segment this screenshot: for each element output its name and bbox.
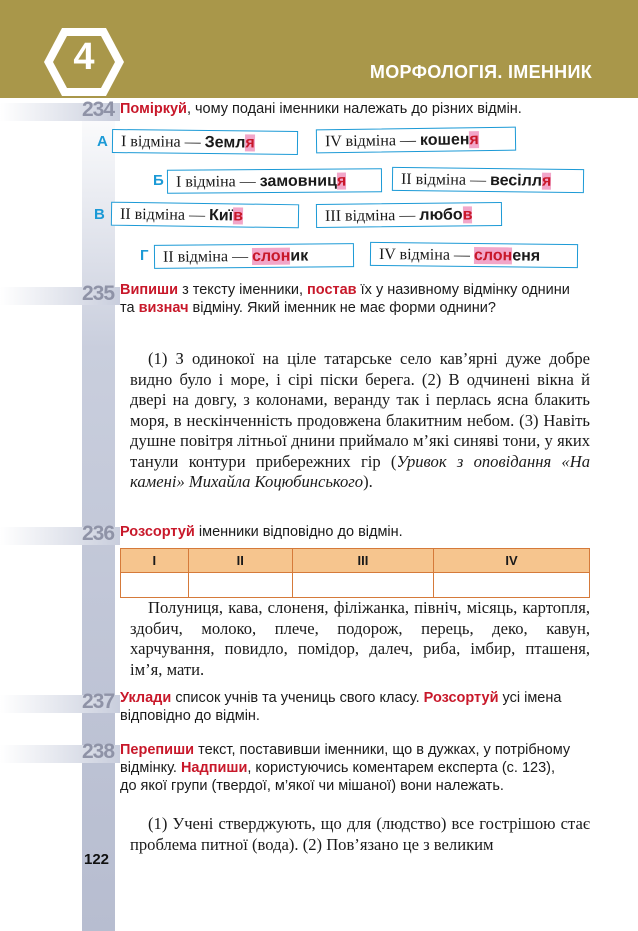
text-body: (1) З одинокої на ціле татарське село кав’ярні дуже добре видно було і море, і сірі піски берега. (2) В одчинені вікна й двері на довгу, з колонами, веранду так і перлась ясна блакить моря, в нескінченність продовжена блакитним небом. (3) Навіть душне повітря літньої днини приймало м’які синяві тони, у яких танули контури прибережних гір (: [130, 349, 590, 471]
noun-card: [111, 202, 299, 229]
card-label: ІІ відміна —: [119, 205, 210, 225]
group-marker-b: Б: [153, 172, 164, 189]
table-header: IV: [434, 549, 590, 573]
card-label: ІІІ відміна —: [324, 206, 420, 225]
card-ending: я: [336, 172, 347, 190]
text-close: ).: [363, 472, 373, 491]
exercise-236-task: [120, 523, 403, 541]
group-marker-a: А: [97, 133, 108, 150]
exercise-238-text: (1) Учені стверджують, що для (людство) все гострішою стає проблема питної (вода). (2) Пов’язано це з великим: [130, 814, 590, 854]
exercise-number-238: 238: [82, 740, 115, 763]
card-ending: я: [469, 131, 479, 149]
task-verb: Перепиши: [120, 742, 195, 758]
exercise-number-234: 234: [82, 98, 115, 121]
card-label: ІІ відміна —: [400, 170, 491, 190]
task-verb: Випиши: [120, 282, 179, 298]
task-text: , чому подані іменники належать до різних відмін.: [186, 101, 522, 117]
task-text: їх у називному відмінку однини та: [120, 282, 570, 316]
table-cell: [121, 573, 189, 598]
table-header: ІІІ: [292, 549, 433, 573]
task-text: відміну. Який іменник не має форми однини?: [188, 300, 496, 316]
task-verb: Уклади: [120, 690, 172, 706]
noun-card: [316, 127, 516, 154]
exercise-238-task: [120, 741, 575, 795]
task-verb: Надпиши: [180, 760, 248, 776]
card-label: І відміна —: [120, 133, 205, 151]
exercise-237-task: [120, 689, 575, 725]
group-marker-v: В: [94, 206, 105, 223]
card-suffix: еня: [512, 247, 541, 265]
chapter-number: 4: [73, 36, 95, 78]
card-ending: в: [233, 207, 244, 225]
card-stem: Земл: [204, 133, 246, 152]
section-title: МОРФОЛОГІЯ. ІМЕННИК: [369, 62, 592, 82]
task-verb: постав: [307, 282, 357, 298]
task-verb: Поміркуй: [120, 101, 187, 117]
card-ending: слон: [251, 247, 291, 266]
card-label: І відміна —: [175, 173, 260, 191]
task-verb: Розсортуй: [120, 524, 195, 540]
card-ending: в: [462, 206, 473, 224]
text-source: Уривок з оповідання «На камені» Михайла Коцюбинського: [130, 451, 590, 491]
table-header: І: [121, 549, 189, 573]
card-stem: любо: [419, 206, 463, 224]
exercise-number-237: 237: [82, 690, 115, 713]
card-label: ІІ відміна —: [162, 248, 253, 266]
table-header: ІІ: [188, 549, 292, 573]
table-cell: [188, 573, 292, 598]
noun-card: [392, 167, 584, 193]
exercise-number-235: 235: [82, 282, 115, 305]
exercise-236-words: Полуниця, кава, слоненя, філіжанка, північ, місяць, картопля, здобич, молоко, плече, подорож, перець, деко, кавун, харчування, повидло, помідор, далеч, риба, імбир, пташеня, ім’я, мати.: [130, 598, 590, 679]
task-text: з тексту іменники,: [178, 282, 308, 298]
card-ending: я: [245, 134, 255, 152]
card-stem: замовниц: [259, 172, 337, 191]
noun-card: [167, 168, 382, 194]
card-ending: я: [541, 172, 552, 190]
noun-card: [316, 202, 502, 228]
card-stem: весілл: [489, 172, 543, 190]
exercise-number-236: 236: [82, 522, 115, 545]
exercise-234-task: [120, 100, 522, 118]
card-label: IV відміна —: [324, 131, 421, 151]
card-stem: Киї: [208, 207, 234, 225]
task-text: іменники відповідно до відмін.: [194, 524, 403, 540]
card-label: IV відміна —: [378, 246, 475, 264]
declension-table: [120, 548, 590, 598]
exercise-235-task: [120, 281, 575, 317]
page-number: 122: [84, 851, 110, 868]
task-text: , користуючись коментарем експерта (с. 123), до якої групи (твердої, м’якої чи мішаної) вони належать.: [120, 760, 556, 794]
group-marker-g: Г: [140, 247, 149, 264]
task-text: текст, поставивши іменники, що в дужках, у потрібному відмінку.: [120, 742, 571, 776]
card-ending: слон: [473, 247, 513, 265]
card-stem: кошен: [419, 131, 470, 149]
task-text: усі імена відповідно до відмін.: [120, 690, 562, 724]
table-cell: [434, 573, 590, 598]
card-suffix: ик: [290, 247, 309, 265]
task-verb: Розсортуй: [423, 690, 499, 706]
exercise-235-text: [130, 349, 590, 493]
noun-card: [370, 242, 578, 268]
table-cell: [292, 573, 433, 598]
task-text: список учнів та учениць свого класу.: [171, 690, 424, 706]
noun-card: [112, 129, 298, 155]
noun-card: [154, 243, 354, 269]
task-verb: визнач: [138, 300, 189, 316]
